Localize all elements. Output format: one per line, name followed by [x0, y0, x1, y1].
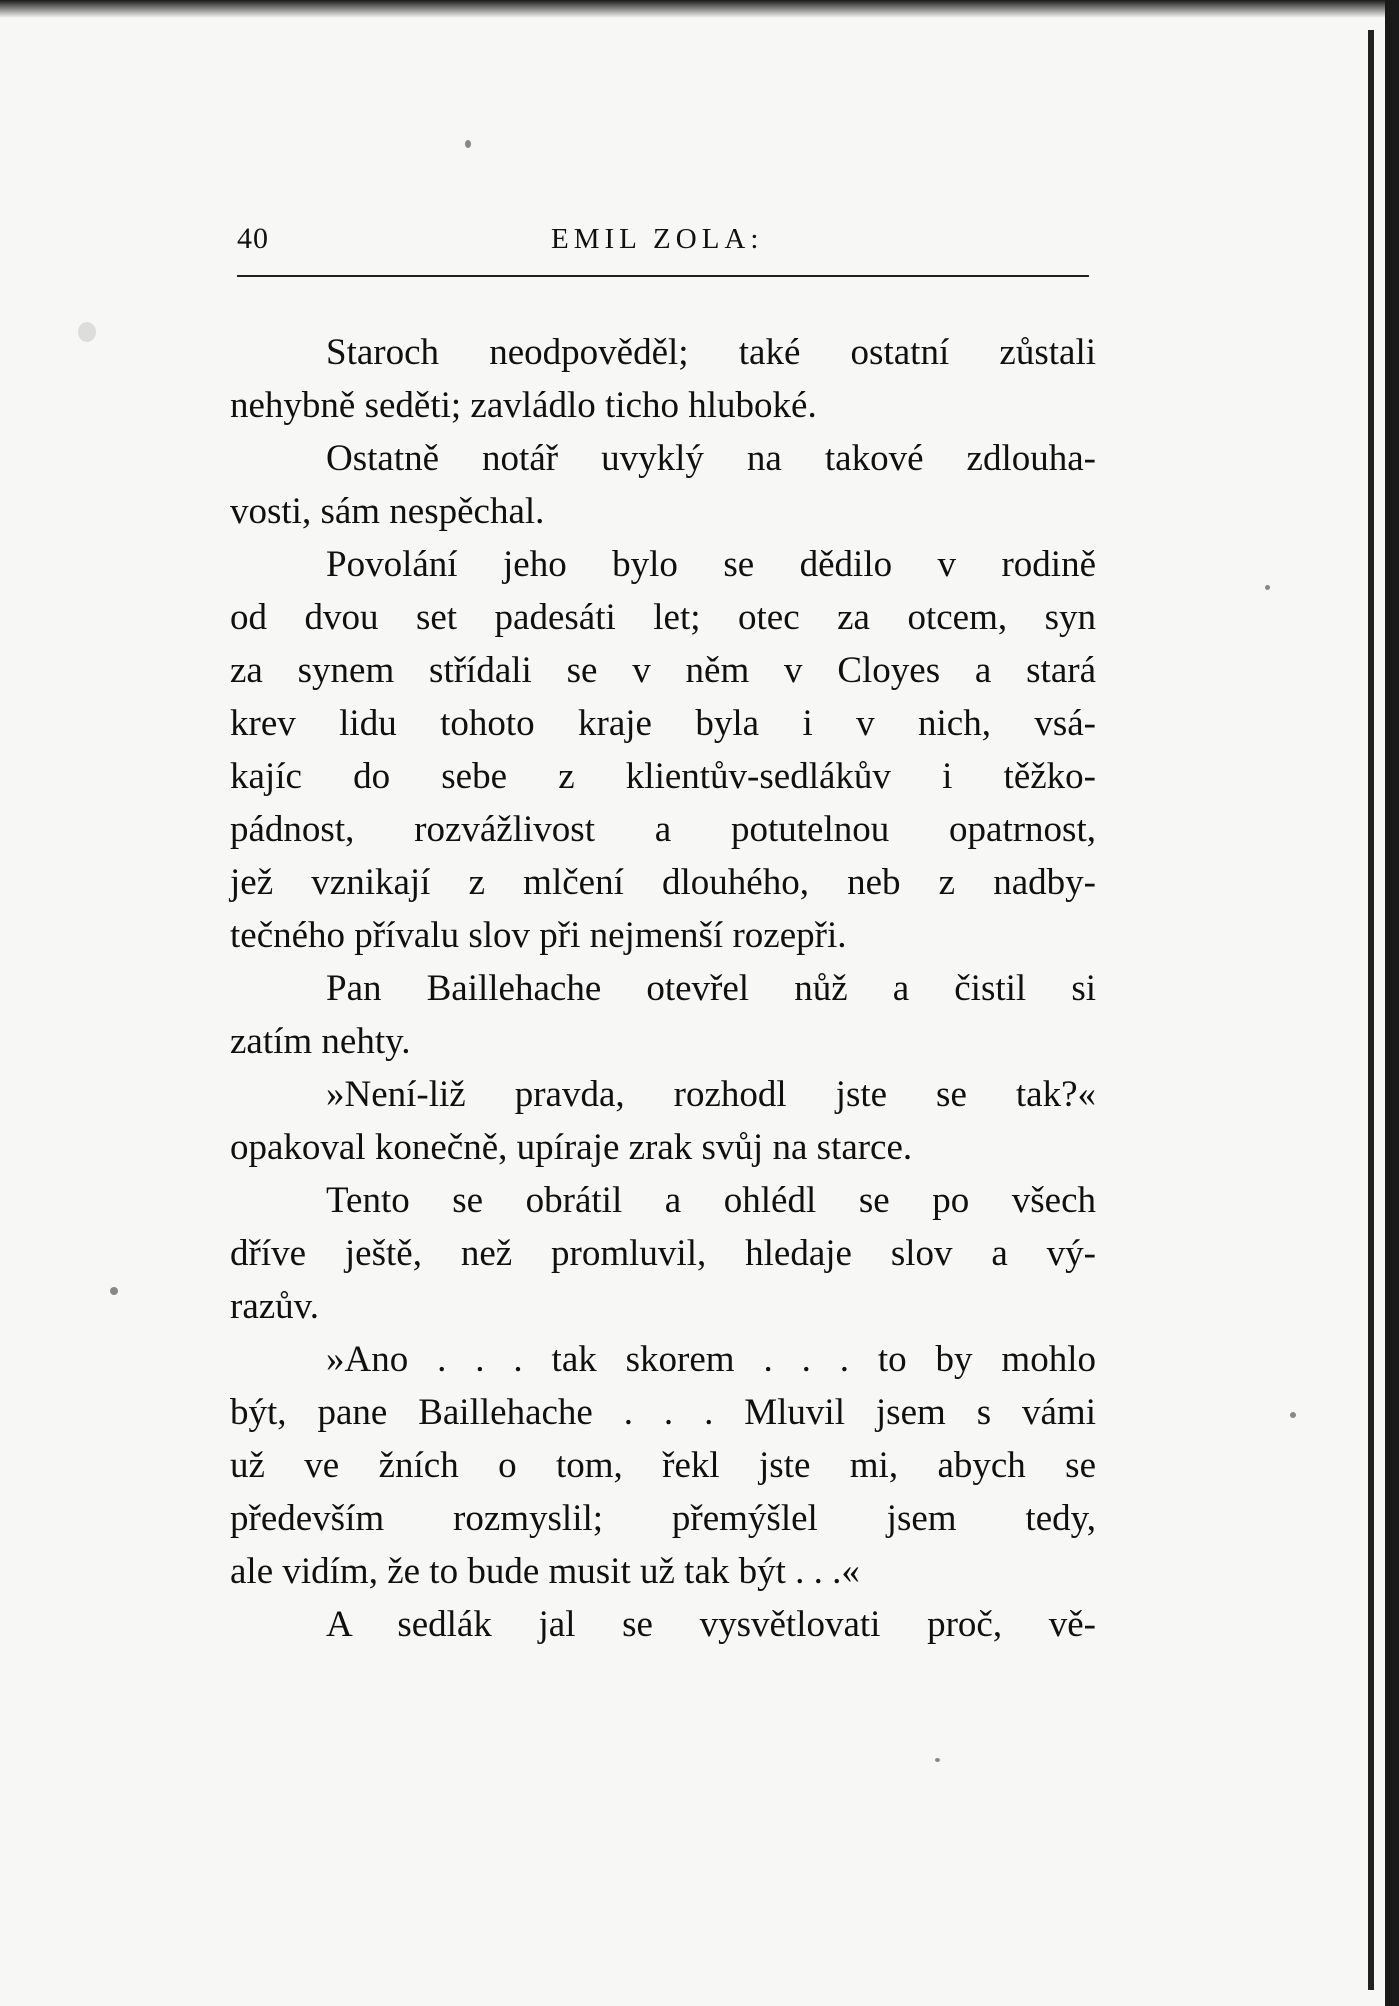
- scan-speck: [465, 140, 471, 148]
- scan-speck: [110, 1287, 118, 1295]
- body-text: [230, 326, 1096, 1651]
- text-line: ale vidím, že to bude musit už tak být . . .«: [230, 1551, 860, 1592]
- scan-speck: [78, 322, 96, 342]
- text-line: Povolání jeho bylo se dědilo v rodině: [326, 544, 1096, 585]
- text-line: jež vznikají z mlčení dlouhého, neb z nadby-: [230, 862, 1096, 903]
- scan-speck: [1265, 585, 1270, 590]
- scan-spine-edge: [1368, 30, 1374, 1990]
- text-line: dříve ještě, než promluvil, hledaje slov a vý-: [230, 1233, 1096, 1274]
- text-line: A sedlák jal se vysvětlovati proč, vě-: [326, 1604, 1096, 1645]
- text-line: pádnost, rozvážlivost a potutelnou opatrnost,: [230, 809, 1096, 850]
- page-header: [237, 222, 1089, 262]
- text-line: Staroch neodpověděl; také ostatní zůstali: [326, 332, 1096, 373]
- text-line: za synem střídali se v něm v Cloyes a stará: [230, 650, 1096, 691]
- scan-right-edge: [1385, 0, 1399, 2006]
- text-line: Ostatně notář uvyklý na takové zdlouha-: [326, 438, 1096, 479]
- text-line: především rozmyslil; přemýšlel jsem tedy,: [230, 1498, 1096, 1539]
- text-line: zatím nehty.: [230, 1021, 411, 1062]
- scan-top-shadow: [0, 0, 1385, 18]
- text-line: od dvou set padesáti let; otec za otcem, syn: [230, 597, 1096, 638]
- scan-speck: [1290, 1412, 1296, 1418]
- header-rule: [237, 275, 1089, 277]
- scan-speck: [935, 1758, 940, 1762]
- text-line: krev lidu tohoto kraje byla i v nich, vsá-: [230, 703, 1096, 744]
- running-head: EMIL ZOLA:: [551, 223, 764, 255]
- text-line: tečného přívalu slov při nejmenší rozepři.: [230, 915, 847, 956]
- text-line: vosti, sám nespěchal.: [230, 491, 545, 532]
- text-line: »Ano . . . tak skorem . . . to by mohlo: [326, 1339, 1096, 1380]
- text-line: už ve žních o tom, řekl jste mi, abych se: [230, 1445, 1096, 1486]
- text-line: kajíc do sebe z klientův-sedlákův i těžko-: [230, 756, 1096, 797]
- text-line: být, pane Baillehache . . . Mluvil jsem s vámi: [230, 1392, 1096, 1433]
- text-line: Pan Baillehache otevřel nůž a čistil si: [326, 968, 1096, 1009]
- text-line: »Není-liž pravda, rozhodl jste se tak?«: [326, 1074, 1096, 1115]
- text-line: razův.: [230, 1286, 320, 1327]
- text-line: nehybně seděti; zavládlo ticho hluboké.: [230, 385, 817, 426]
- text-line: opakoval konečně, upíraje zrak svůj na starce.: [230, 1127, 913, 1168]
- page-number: 40: [237, 222, 269, 255]
- text-line: Tento se obrátil a ohlédl se po všech: [326, 1180, 1096, 1221]
